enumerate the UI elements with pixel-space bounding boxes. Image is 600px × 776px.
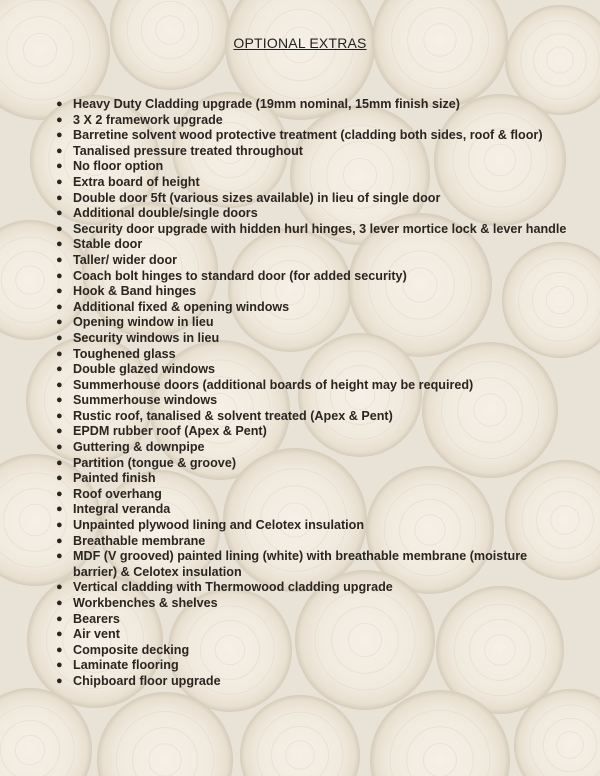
list-item <box>56 284 570 300</box>
list-item <box>56 128 570 144</box>
bullet-icon: ● <box>56 581 63 594</box>
bullet-icon: ● <box>56 331 63 344</box>
bullet-icon: ● <box>56 550 63 563</box>
list-item <box>56 658 570 674</box>
bullet-icon: ● <box>56 659 63 672</box>
list-item-text: Heavy Duty Cladding upgrade (19mm nominal, 15mm finish size) <box>73 97 460 111</box>
list-item-text: Vertical cladding with Thermowood cladding upgrade <box>73 580 393 595</box>
list-item <box>56 175 570 191</box>
bullet-icon: ● <box>56 643 63 656</box>
list-item-text: EPDM rubber roof (Apex & Pent) <box>73 424 267 439</box>
bullet-icon: ● <box>56 238 63 251</box>
optional-extras-list <box>56 97 570 690</box>
list-item <box>56 159 570 175</box>
list-item <box>56 144 570 160</box>
bullet-icon: ● <box>56 175 63 188</box>
bullet-icon: ● <box>56 612 63 625</box>
list-item <box>56 627 570 643</box>
bullet-icon: ● <box>56 378 63 391</box>
list-item <box>56 471 570 487</box>
list-item-text: Hook & Band hinges <box>73 284 197 299</box>
bullet-icon: ● <box>56 519 63 532</box>
list-item-text: Air vent <box>73 627 120 642</box>
list-item <box>56 456 570 472</box>
list-item <box>56 440 570 456</box>
bullet-icon: ● <box>56 628 63 641</box>
list-item <box>56 487 570 503</box>
list-item-text: MDF (V grooved) painted lining (white) with breathable membrane (moisture barrier) & Celotex insulation <box>73 549 528 579</box>
list-item-text: No floor option <box>73 159 164 174</box>
bullet-icon: ● <box>56 253 63 266</box>
list-item-text: Extra board of height <box>73 174 200 189</box>
bullet-icon: ● <box>56 160 63 173</box>
list-item-text: 3 X 2 framework upgrade <box>73 112 223 127</box>
list-item-text: Painted finish <box>73 471 156 486</box>
bullet-icon: ● <box>56 456 63 469</box>
list-item <box>56 424 570 440</box>
list-item <box>56 674 570 690</box>
bullet-icon: ● <box>56 316 63 329</box>
list-item <box>56 378 570 394</box>
list-item-text: Security windows in lieu <box>73 330 220 345</box>
bullet-icon: ● <box>56 394 63 407</box>
list-item <box>56 362 570 378</box>
bullet-icon: ● <box>56 674 63 687</box>
list-item-text: Stable door <box>73 237 143 252</box>
list-item-text: Summerhouse doors (additional boards of height may be required) <box>73 377 474 392</box>
list-item <box>56 612 570 628</box>
list-item-text: Breathable membrane <box>73 533 206 548</box>
list-item-text: Barretine solvent wood protective treatment (cladding both sides, roof & floor) <box>73 128 543 143</box>
list-item <box>56 331 570 347</box>
list-item <box>56 222 570 238</box>
list-item <box>56 315 570 331</box>
list-item-text: Coach bolt hinges to standard door (for added security) <box>73 268 407 283</box>
bullet-icon: ● <box>56 300 63 313</box>
list-item <box>56 409 570 425</box>
list-item-text: Chipboard floor upgrade <box>73 673 221 688</box>
bullet-icon: ● <box>56 597 63 609</box>
list-item <box>56 253 570 269</box>
bullet-icon: ● <box>56 129 63 142</box>
list-item-text: Rustic roof, tanalised & solvent treated (Apex & Pent) <box>73 408 393 423</box>
list-item <box>56 347 570 363</box>
list-item <box>56 113 570 129</box>
bullet-icon: ● <box>56 441 63 454</box>
list-item <box>56 393 570 409</box>
list-item-text: Double glazed windows <box>73 362 216 377</box>
list-item-text: Partition (tongue & groove) <box>73 455 237 470</box>
list-item-text: Security door upgrade with hidden hurl hinges, 3 lever mortice lock & lever handle <box>73 221 567 236</box>
list-item-text: Taller/ wider door <box>73 252 178 267</box>
bullet-icon: ● <box>56 409 63 422</box>
list-item-text: Unpainted plywood lining and Celotex insulation <box>73 518 365 533</box>
bullet-icon: ● <box>56 113 63 126</box>
list-item-text: Summerhouse windows <box>73 393 218 408</box>
list-item-text: Workbenches & shelves <box>73 596 218 610</box>
list-item <box>56 97 570 113</box>
list-item-text: Composite decking <box>73 642 190 657</box>
bullet-icon: ● <box>56 503 63 516</box>
list-item-text: Integral veranda <box>73 502 171 517</box>
list-item <box>56 534 570 550</box>
list-item-text: Toughened glass <box>73 346 176 361</box>
bullet-icon: ● <box>56 144 63 157</box>
bullet-icon: ● <box>56 207 63 220</box>
list-item-text: Roof overhang <box>73 486 162 501</box>
bullet-icon: ● <box>56 191 63 204</box>
bullet-icon: ● <box>56 487 63 500</box>
list-item <box>56 518 570 534</box>
list-item-text: Bearers <box>73 611 120 626</box>
page-title: OPTIONAL EXTRAS <box>233 35 367 51</box>
bullet-icon: ● <box>56 222 63 235</box>
list-item <box>56 549 570 580</box>
list-item <box>56 596 570 612</box>
list-item <box>56 643 570 659</box>
list-item <box>56 580 570 596</box>
bullet-icon: ● <box>56 425 63 438</box>
list-item <box>56 206 570 222</box>
bullet-icon: ● <box>56 534 63 547</box>
list-item <box>56 300 570 316</box>
list-item-text: Tanalised pressure treated throughout <box>73 143 303 158</box>
list-item <box>56 269 570 285</box>
bullet-icon: ● <box>56 98 63 110</box>
list-item <box>56 502 570 518</box>
list-item-text: Double door 5ft (various sizes available) in lieu of single door <box>73 190 441 205</box>
list-item-text: Opening window in lieu <box>73 315 214 330</box>
list-item <box>56 191 570 207</box>
bullet-icon: ● <box>56 472 63 485</box>
bullet-icon: ● <box>56 269 63 282</box>
bullet-icon: ● <box>56 285 63 298</box>
list-item-text: Additional double/single doors <box>73 206 258 221</box>
bullet-icon: ● <box>56 347 63 360</box>
list-item-text: Laminate flooring <box>73 658 179 673</box>
list-item <box>56 237 570 253</box>
list-item-text: Additional fixed & opening windows <box>73 299 290 314</box>
list-item-text: Guttering & downpipe <box>73 440 205 455</box>
bullet-icon: ● <box>56 363 63 376</box>
